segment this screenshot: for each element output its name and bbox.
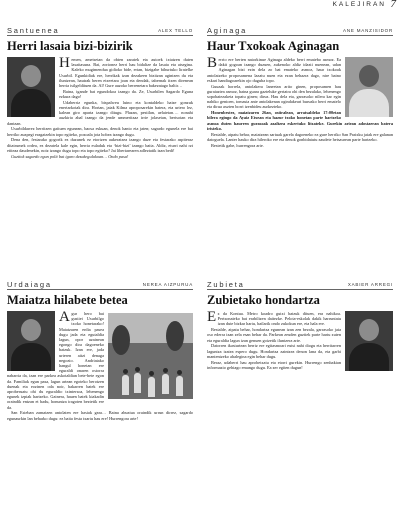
article-aginaga [207, 26, 393, 250]
article-title: Haur Txokoak Aginagan [207, 39, 340, 53]
paragraph: Beraz, udaberri hau aprobetxatu eta etorri gurekin. Hurrengo zenbakian informazio gehiago emango dugu. Ea zer egiten dugun! [207, 359, 341, 370]
article-urdaiaga [7, 280, 193, 514]
author-photo [345, 57, 393, 117]
author-photo [7, 57, 55, 117]
paragraph: Dena den, festarako gogorik ez duzunek ez etortzen aukeratzea izango duze eta festarako aspiteraz ditatrumek ordea, ez dezatela kale egin, herria euladuk eta ‘bizi-bizi’ izango baita. Aldiz, eturri nahi rzt etiteaa daudenekin, noiz izango dugu topo eta topo egiteko? Jai libertarearen adleztatik izan bedi! [7, 137, 193, 153]
author-photo [345, 311, 393, 371]
author-name: ANE MANZISIDOR [343, 28, 393, 33]
article-header [7, 280, 193, 290]
paragraph: Guztiok sagardo egun polit bat igaro dezakegulakoan… Ondo pasa! [11, 153, 129, 159]
drop-cap: E [207, 309, 217, 325]
paragraph: Usurbildarrez herritzen gaituen egunean, baosa eskuan, denok hanto eta jaten; sagardo egunela ere bai herriko auzpegi eragatzekin topo egiteko, pozoala jota hobea izango dugu. [7, 126, 193, 137]
article-body [207, 57, 393, 148]
drop-cap: H [59, 55, 70, 71]
author-name: NEREA AIZPURUA [142, 282, 193, 287]
article-title: Zubietako hondartza [207, 293, 320, 307]
paragraph: Honenbestez, maiatzaren 26an, ostiralean, arratsaldeko 17:00etan bilera egingo da Ayaiz Etxean eta hazur txoko honetan parte hartzeko asmoa duten haurren gurasoak azaltzea eskertuko litzateke. Gurekin ariean adostaeran batera iristeko. [207, 110, 393, 131]
section-name: Aginaga [207, 26, 248, 35]
drop-cap: B [207, 55, 218, 71]
paragraph: Bestalde, aipatu behar, hondartza egunean izan zen bezala, garrasoko jaia oso ederra izan zela esan behar da. Parkean zeuden guztiek parte hartu zuten eta eguraldia lagun izan genuen goizetik iluntzera arte. [207, 327, 341, 343]
paragraph: Bestalde, aipatu behar, maiatzean sartuak garela dagoeneko ea gure herriko San Praixku jaiak ere galanan datoguela. Lanter hauko dira hileroko ere eta denok gonbidatutu zaudete hetsaurean parte hartzeko. [207, 131, 393, 142]
paragraph: Berrio ere berten natorkinue Aginaga aldeko berri ematebo asmoz. Ea dakit gogoan izango duzuen, aukenoko aldiz idazti nuenean, udan Aginagan bizi ezin dela zo bat emateko asmoz, haur txokoak antolatzeko proposamena lazatu nuen eta ezan behazra dago, nire baino eskari handiagoarekin ojo duguba topo. [207, 55, 341, 83]
article-header [207, 280, 393, 290]
section-name: Urdaiaga [7, 280, 52, 289]
magazine-name: KALEJIRAN [332, 1, 386, 8]
article-header [207, 26, 393, 36]
paragraph: Hemen, ametsetan da obten zaratek eta autoek ixtatzen duten lasaitasuna. Bai, zorionez herri hau bidaltze da lasaia eta atsegina. Kaleko mugimendua gidioko bide, ertan, bizigabe bihurtuko liratelke Usurbil. Egunkidiak ere, herrikak izan dezakeen bizitzan agintzen du eta iluntzean, hautrak beren etxeetara joan eta dendak, tabernak itxen direnean herria isilgeldituen da. Al! Gure auzoko berrenetara bakezatago baltir… [59, 55, 193, 89]
paragraph: Datorren ikasturtean berriz ere egitasmoari eutsi nahi diogu eta herritarren laguntza izatea espero dugu. Hondartza zaintzea denon lana da, eta garbi mantentzeko ahalegina egin behar dugu. [207, 343, 341, 359]
paragraph: Agur hero bai gustiei Usurbilgo txoko honetarako! Maiatzaren erdia pasea dugu jada eta egutaldia lagun, opor uzainean egongo dira dagoeneko batzuk. Izan ere, jada urteren aitzi denaga negozio. Andriatako hangul honetan ere eguraldi onaren ostorra nabarria da, izan ere parkea askotaldian bete-bete egon da. Familiak egun pasa, lagun artean egoteko berotzen duenak eta eozinen oda noir, bakarren batek ere aproberuatu ohi du eguraldio txintersoa, lehenengo egunek izpiak hartzeko. Gainera, hauen batek kiakadin oraindik entzan et badu, honuntza iragoten beztetik ere da. [7, 309, 104, 410]
section-name: Santuenea [7, 26, 60, 35]
article-body [7, 57, 193, 159]
group-photo [108, 313, 193, 399]
article-body [7, 311, 193, 421]
paragraph: Guuzak horrela, antolakera laneetan arito ginen, proposamen hau guraiaztea asmoz, baina guara gazteluke gertatra ohi den bezalako, lehenengo sopobaiezaketa topatu ginen; diruz. Hau dela eta, garrasoko nilera kar egin nahiko genioen, tomasia ante antolakenan ogindakeari buruzko berri ematelo eta dirua axzten borri izenbideu aurkezteko. [207, 83, 341, 110]
section-name: Zubieta [207, 280, 245, 289]
article-santuenea [7, 26, 193, 250]
drop-cap: A [59, 309, 70, 325]
article-title: Maiatza hilabete betea [7, 293, 128, 307]
masthead [0, 0, 400, 14]
author-name: XABIER ARREGI [347, 282, 393, 287]
paragraph: Baina, igande bat egundokoa izango da. Ze, Usurbilen Sagardo Eguna ezkura dago! [59, 88, 193, 100]
paragraph: San Esteban zamatzen antolaten ere hasiak gara… Baina abuztua oraindik urrun dirrez, sagardo egunaurkin lan beharko dugu: ez baita festa txartu hau ere! Hurrengora arte! [7, 410, 193, 421]
paragraph: Udaberriz egunka, bispalweu luino eta kontaldeko haize gonzuk enertarkotak dira. Hortan, jaiak Kilma aproposarekin batera, eta urtero lez, kalean giro aparta izango ditugu. Plazan, pestilan, aelaietan…. nonahi auzkiria abal izango da jende ummeritzaz irrie jolasetan, bertsotan eta dantzan. [7, 99, 193, 126]
paragraph: Bestetik gabe, hurrengora arte. [211, 142, 264, 148]
article-header [7, 26, 193, 36]
article-zubieta [207, 280, 393, 514]
page-number: 7 [390, 0, 396, 10]
article-title: Herri lasaia bizi-bizirik [7, 39, 133, 53]
author-name: ALEX TELLO [158, 28, 193, 33]
paragraph: Ez da Kontua. Metro koadro gutxi batzuk dituen, era nahikoa. Pertsonaieko bat erabiltzen daitezke. Pelota-eskolak dakik harruntatu izan dute bizkar hartu, bailarik ondo zukokun ere, eta hala ere. [207, 309, 341, 327]
article-body [207, 311, 393, 370]
author-photo [7, 311, 55, 371]
